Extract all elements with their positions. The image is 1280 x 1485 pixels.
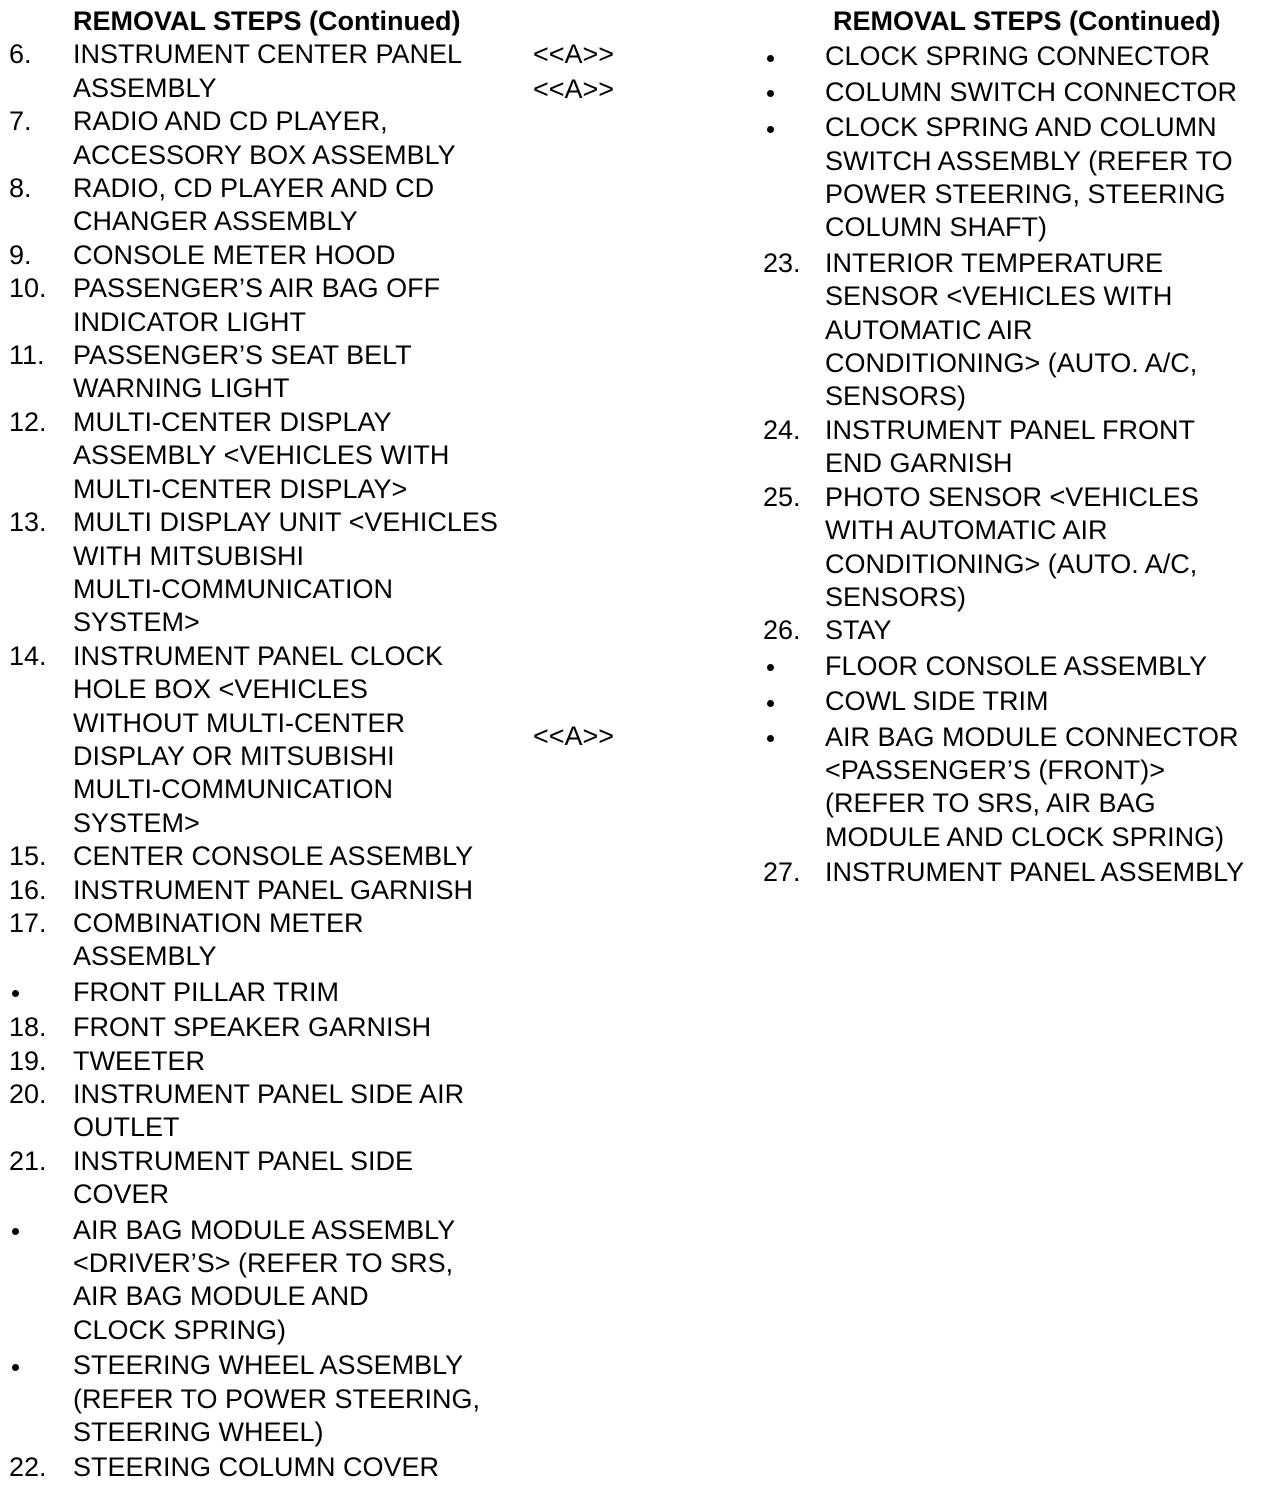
- step-text-line: INSTRUMENT PANEL SIDE: [73, 1145, 414, 1176]
- step-text: [73, 976, 530, 1009]
- step-text-line: AIR BAG MODULE ASSEMBLY: [73, 1214, 456, 1245]
- step-text-line: SWITCH ASSEMBLY (REFER TO: [825, 145, 1233, 176]
- step-text-line: FLOOR CONSOLE ASSEMBLY: [825, 650, 1208, 681]
- step-text-line: CHANGER ASSEMBLY: [73, 206, 358, 237]
- step-text-line: WARNING LIGHT: [73, 373, 290, 404]
- bullet-dot: [767, 126, 774, 133]
- step-number: 9.: [9, 239, 32, 270]
- step-number: 19.: [9, 1045, 47, 1076]
- step-item: [760, 614, 1275, 647]
- step-number: 20.: [9, 1079, 47, 1109]
- step-text-line: CLOCK SPRING AND COLUMN: [825, 112, 1217, 143]
- step-text-line: INTERIOR TEMPERATURE: [825, 247, 1164, 278]
- step-number: 15.: [9, 841, 47, 872]
- step-number: 10.: [9, 273, 47, 304]
- step-item: [760, 40, 1275, 73]
- step-item: [0, 1349, 530, 1449]
- step-text-line: TWEETER: [73, 1045, 205, 1076]
- step-text: [825, 111, 1275, 245]
- step-text-line: FRONT SPEAKER GARNISH: [73, 1012, 432, 1043]
- step-text: [825, 481, 1275, 615]
- step-text-line: (REFER TO POWER STEERING,: [73, 1383, 481, 1414]
- bullet-icon: [760, 111, 825, 245]
- step-text: [73, 239, 530, 272]
- step-item: [0, 840, 530, 873]
- step-item: [0, 1214, 530, 1348]
- step-number: 22.: [9, 1452, 47, 1483]
- step-item: [0, 38, 530, 105]
- step-text-line: INSTRUMENT PANEL FRONT: [825, 414, 1196, 445]
- step-item: [0, 1011, 530, 1044]
- service-point-mark: <<A>>: [533, 39, 615, 69]
- service-point-mark: <<A>>: [533, 74, 615, 104]
- step-number: 14.: [9, 640, 47, 671]
- step-number: 16.: [9, 874, 47, 905]
- step-text: [73, 1011, 530, 1044]
- step-text: [73, 38, 530, 105]
- step-item: [760, 721, 1275, 855]
- step-text: [73, 1078, 530, 1145]
- step-text-line: STAY: [825, 615, 892, 646]
- step-text-line: INSTRUMENT CENTER PANEL: [73, 39, 463, 70]
- step-text: [825, 721, 1275, 855]
- step-item: [0, 874, 530, 907]
- step-text-line: END GARNISH: [825, 448, 1013, 479]
- step-item: [760, 414, 1275, 481]
- step-text: [73, 272, 530, 339]
- bullet-dot: [767, 90, 774, 97]
- step-text-line: WITH AUTOMATIC AIR: [825, 515, 1108, 546]
- step-text-line: FRONT PILLAR TRIM: [73, 976, 340, 1007]
- step-number: 21.: [9, 1145, 47, 1176]
- bullet-dot: [767, 700, 774, 707]
- step-text-line: MULTI-CENTER DISPLAY: [73, 406, 392, 437]
- left-column: [0, 5, 530, 1485]
- step-text-line: ASSEMBLY: [73, 941, 217, 972]
- bullet-icon: [760, 40, 825, 73]
- step-text-line: PASSENGER’S SEAT BELT: [73, 340, 412, 371]
- step-number: 11.: [9, 340, 45, 371]
- step-text: [73, 907, 530, 974]
- step-text-line: SENSOR <VEHICLES WITH: [825, 281, 1173, 312]
- step-text-line: WITHOUT MULTI-CENTER: [73, 707, 405, 738]
- step-item: [760, 685, 1275, 718]
- step-number: 23.: [763, 247, 801, 278]
- step-item: [0, 172, 530, 239]
- step-text: [73, 840, 530, 873]
- step-text: [73, 1045, 530, 1078]
- step-item: [0, 506, 530, 640]
- step-text-line: ASSEMBLY <VEHICLES WITH: [73, 440, 450, 471]
- bullet-dot: [767, 664, 774, 671]
- step-text-line: ASSEMBLY: [73, 72, 217, 103]
- bullet-icon: [760, 76, 825, 109]
- step-text-line: AIR BAG MODULE AND: [73, 1281, 369, 1312]
- step-text: [73, 339, 530, 406]
- step-text: [825, 247, 1275, 414]
- step-text-line: INSTRUMENT PANEL ASSEMBLY: [825, 857, 1245, 888]
- step-text-line: RADIO AND CD PLAYER,: [73, 106, 388, 137]
- right-step-list: [760, 40, 1275, 889]
- step-text: [73, 105, 530, 172]
- step-text-line: ACCESSORY BOX ASSEMBLY: [73, 139, 456, 170]
- step-text-line: POWER STEERING, STEERING: [825, 179, 1226, 210]
- step-text-line: CONDITIONING> (AUTO. A/C,: [825, 548, 1198, 579]
- bullet-dot: [12, 1364, 19, 1371]
- step-item: [0, 339, 530, 406]
- bullet-icon: [760, 721, 825, 855]
- step-text: [825, 650, 1275, 683]
- step-item: [0, 1045, 530, 1078]
- step-item: [0, 239, 530, 272]
- bullet-dot: [12, 1228, 19, 1235]
- step-text-line: SENSORS): [825, 581, 967, 612]
- step-text-line: PASSENGER’S AIR BAG OFF: [73, 273, 441, 304]
- step-item: [0, 1451, 530, 1484]
- step-text: [73, 640, 530, 840]
- step-text-line: DISPLAY OR MITSUBISHI: [73, 740, 395, 771]
- left-heading: REMOVAL STEPS (Continued): [73, 6, 461, 36]
- step-text-line: COLUMN SHAFT): [825, 212, 1047, 243]
- step-text-line: OUTLET: [73, 1112, 180, 1143]
- step-item: [0, 1145, 530, 1212]
- step-text-line: INDICATOR LIGHT: [73, 306, 307, 337]
- step-text-line: <DRIVER’S> (REFER TO SRS,: [73, 1248, 454, 1279]
- step-text-line: HOLE BOX <VEHICLES: [73, 674, 368, 705]
- step-text-line: CENTER CONSOLE ASSEMBLY: [73, 841, 474, 872]
- step-item: [0, 105, 530, 172]
- left-step-list: [0, 38, 530, 1484]
- step-text: [73, 874, 530, 907]
- step-text: [825, 76, 1275, 109]
- bullet-dot: [767, 55, 774, 62]
- step-number: 27.: [763, 857, 801, 888]
- step-text-line: MULTI DISPLAY UNIT <VEHICLES: [73, 507, 498, 538]
- bullet-icon: [760, 685, 825, 718]
- step-text: [73, 1451, 530, 1484]
- step-item: [760, 856, 1275, 889]
- step-text-line: CLOCK SPRING): [73, 1314, 287, 1345]
- step-text-line: COLUMN SWITCH CONNECTOR: [825, 76, 1238, 107]
- step-text-line: AUTOMATIC AIR: [825, 314, 1033, 345]
- step-item: [0, 976, 530, 1009]
- service-point-mark: <<A>>: [533, 721, 615, 751]
- step-text-line: CONDITIONING> (AUTO. A/C,: [825, 348, 1198, 379]
- right-heading: REMOVAL STEPS (Continued): [833, 6, 1221, 36]
- step-text-line: STEERING WHEEL ASSEMBLY: [73, 1350, 464, 1381]
- step-text-line: COWL SIDE TRIM: [825, 686, 1049, 717]
- step-number: 7.: [9, 106, 32, 137]
- step-text-line: CLOCK SPRING CONNECTOR: [825, 41, 1211, 72]
- step-text-line: MODULE AND CLOCK SPRING): [825, 821, 1225, 852]
- step-text: [73, 1349, 530, 1449]
- step-text-line: MULTI-COMMUNICATION: [73, 573, 393, 604]
- step-item: [760, 111, 1275, 245]
- step-text-line: PHOTO SENSOR <VEHICLES: [825, 481, 1199, 512]
- step-number: 25.: [763, 481, 801, 512]
- step-text: [73, 1145, 530, 1212]
- step-text-line: SENSORS): [825, 381, 967, 412]
- step-text-line: MULTI-CENTER DISPLAY>: [73, 473, 408, 504]
- step-text-line: COVER: [73, 1179, 170, 1210]
- step-text-line: INSTRUMENT PANEL CLOCK: [73, 640, 444, 671]
- step-number: 12.: [9, 406, 47, 437]
- step-text-line: SYSTEM>: [73, 607, 200, 638]
- bullet-icon: [0, 1349, 73, 1449]
- step-item: [760, 76, 1275, 109]
- step-number: 6.: [9, 39, 32, 70]
- step-text-line: MULTI-COMMUNICATION: [73, 774, 393, 805]
- step-item: [0, 1078, 530, 1145]
- step-text-line: WITH MITSUBISHI: [73, 540, 304, 571]
- step-text: [825, 614, 1275, 647]
- bullet-dot: [767, 735, 774, 742]
- step-text: [825, 685, 1275, 718]
- step-text: [825, 40, 1275, 73]
- step-text-line: (REFER TO SRS, AIR BAG: [825, 788, 1156, 819]
- step-text: [73, 172, 530, 239]
- step-text-line: INSTRUMENT PANEL GARNISH: [73, 874, 474, 905]
- step-number: 26.: [763, 615, 801, 646]
- step-text-line: <PASSENGER’S (FRONT)>: [825, 754, 1166, 785]
- step-item: [0, 907, 530, 974]
- step-text: [825, 856, 1275, 889]
- right-column: [760, 5, 1275, 890]
- step-text-line: RADIO, CD PLAYER AND CD: [73, 173, 435, 204]
- step-item: [760, 650, 1275, 683]
- bullet-dot: [12, 990, 19, 997]
- step-number: 8.: [9, 173, 32, 204]
- step-text-line: CONSOLE METER HOOD: [73, 239, 396, 270]
- bullet-icon: [0, 1214, 73, 1348]
- step-item: [0, 406, 530, 506]
- step-number: 13.: [9, 507, 47, 538]
- step-item: [760, 481, 1275, 615]
- step-text-line: SYSTEM>: [73, 807, 200, 838]
- step-text-line: STEERING COLUMN COVER: [73, 1452, 440, 1483]
- step-text: [73, 1214, 530, 1348]
- step-number: 17.: [9, 907, 47, 938]
- step-text: [73, 506, 530, 640]
- step-number: 24.: [763, 414, 801, 445]
- step-item: [0, 640, 530, 840]
- bullet-icon: [760, 650, 825, 683]
- step-number: 18.: [9, 1012, 47, 1043]
- step-item: [760, 247, 1275, 414]
- step-text: [825, 414, 1275, 481]
- step-text-line: INSTRUMENT PANEL SIDE AIR: [73, 1079, 465, 1109]
- step-text-line: STEERING WHEEL): [73, 1417, 324, 1448]
- step-text: [73, 406, 530, 506]
- bullet-icon: [0, 976, 73, 1009]
- step-item: [0, 272, 530, 339]
- step-text-line: AIR BAG MODULE CONNECTOR: [825, 721, 1239, 752]
- step-text-line: COMBINATION METER: [73, 907, 364, 938]
